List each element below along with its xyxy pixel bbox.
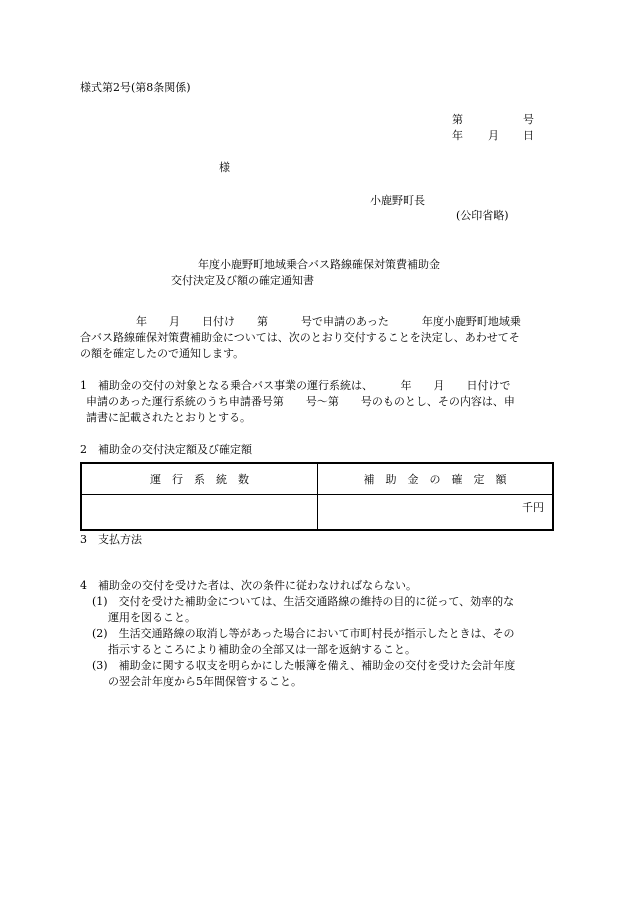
- condition-2-line: (2) 生活交通路線の取消し等があった場合において市町村長が指示したときは、その: [92, 627, 515, 640]
- amount-table: [80, 462, 554, 531]
- table-header-amount: 補 助 金 の 確 定 額: [318, 463, 554, 495]
- date-month: 月: [488, 129, 499, 142]
- item-3-heading: 3 支払方法: [80, 533, 142, 546]
- date-day: 日: [523, 129, 534, 142]
- doc-number-go: 号: [523, 113, 534, 126]
- condition-3-line: の翌会計年度から5年間保管すること。: [108, 675, 302, 688]
- body-line: の額を確定したので通知します。: [80, 347, 245, 360]
- doc-number-dai: 第: [452, 113, 463, 126]
- body-line: 年 月 日付け 第 号で申請のあった 年度小鹿野町地域乗: [136, 315, 521, 328]
- seal-note: (公印省略): [456, 209, 509, 222]
- item-1-line: 請書に記載されたとおりとする。: [86, 411, 251, 424]
- issuer: 小鹿野町長: [370, 194, 425, 207]
- item-1-line: 申請のあった運行系統のうち申請番号第 号～第 号のものとし、その内容は、申: [86, 395, 515, 408]
- condition-3-line: (3) 補助金に関する収支を明らかにした帳簿を備え、補助金の交付を受けた会計年度: [92, 659, 516, 672]
- condition-1-line: 運用を図ること。: [108, 611, 196, 624]
- form-label: 様式第2号(第8条関係): [80, 81, 191, 94]
- body-paragraph: [80, 314, 555, 362]
- date-year: 年: [452, 129, 463, 142]
- table-cell-amount-unit: 千円: [318, 495, 554, 531]
- table-cell-routes: [81, 495, 318, 531]
- item-4-heading: 4 補助金の交付を受けた者は、次の条件に従わなければならない。: [80, 579, 417, 592]
- item-1: [80, 378, 555, 426]
- table-header-routes: 運 行 系 統 数: [81, 463, 318, 495]
- item-1-line: 1 補助金の交付の対象となる乗合バス事業の運行系統は、 年 月 日付けで: [80, 379, 511, 392]
- title-line-1: 年度小鹿野町地域乗合バス路線確保対策費補助金: [198, 258, 440, 271]
- condition-2-line: 指示するところにより補助金の全部又は一部を返納すること。: [108, 643, 416, 656]
- body-line: 合バス路線確保対策費補助金については、次のとおり交付することを決定し、あわせてそ: [80, 331, 520, 344]
- condition-list: [92, 594, 555, 690]
- title-line-2: 交付決定及び額の確定通知書: [171, 274, 314, 287]
- addressee-suffix: 様: [219, 161, 230, 174]
- condition-1-line: (1) 交付を受けた補助金については、生活交通路線の維持の目的に従って、効率的な: [92, 595, 515, 608]
- item-2-heading: 2 補助金の交付決定額及び確定額: [80, 443, 252, 456]
